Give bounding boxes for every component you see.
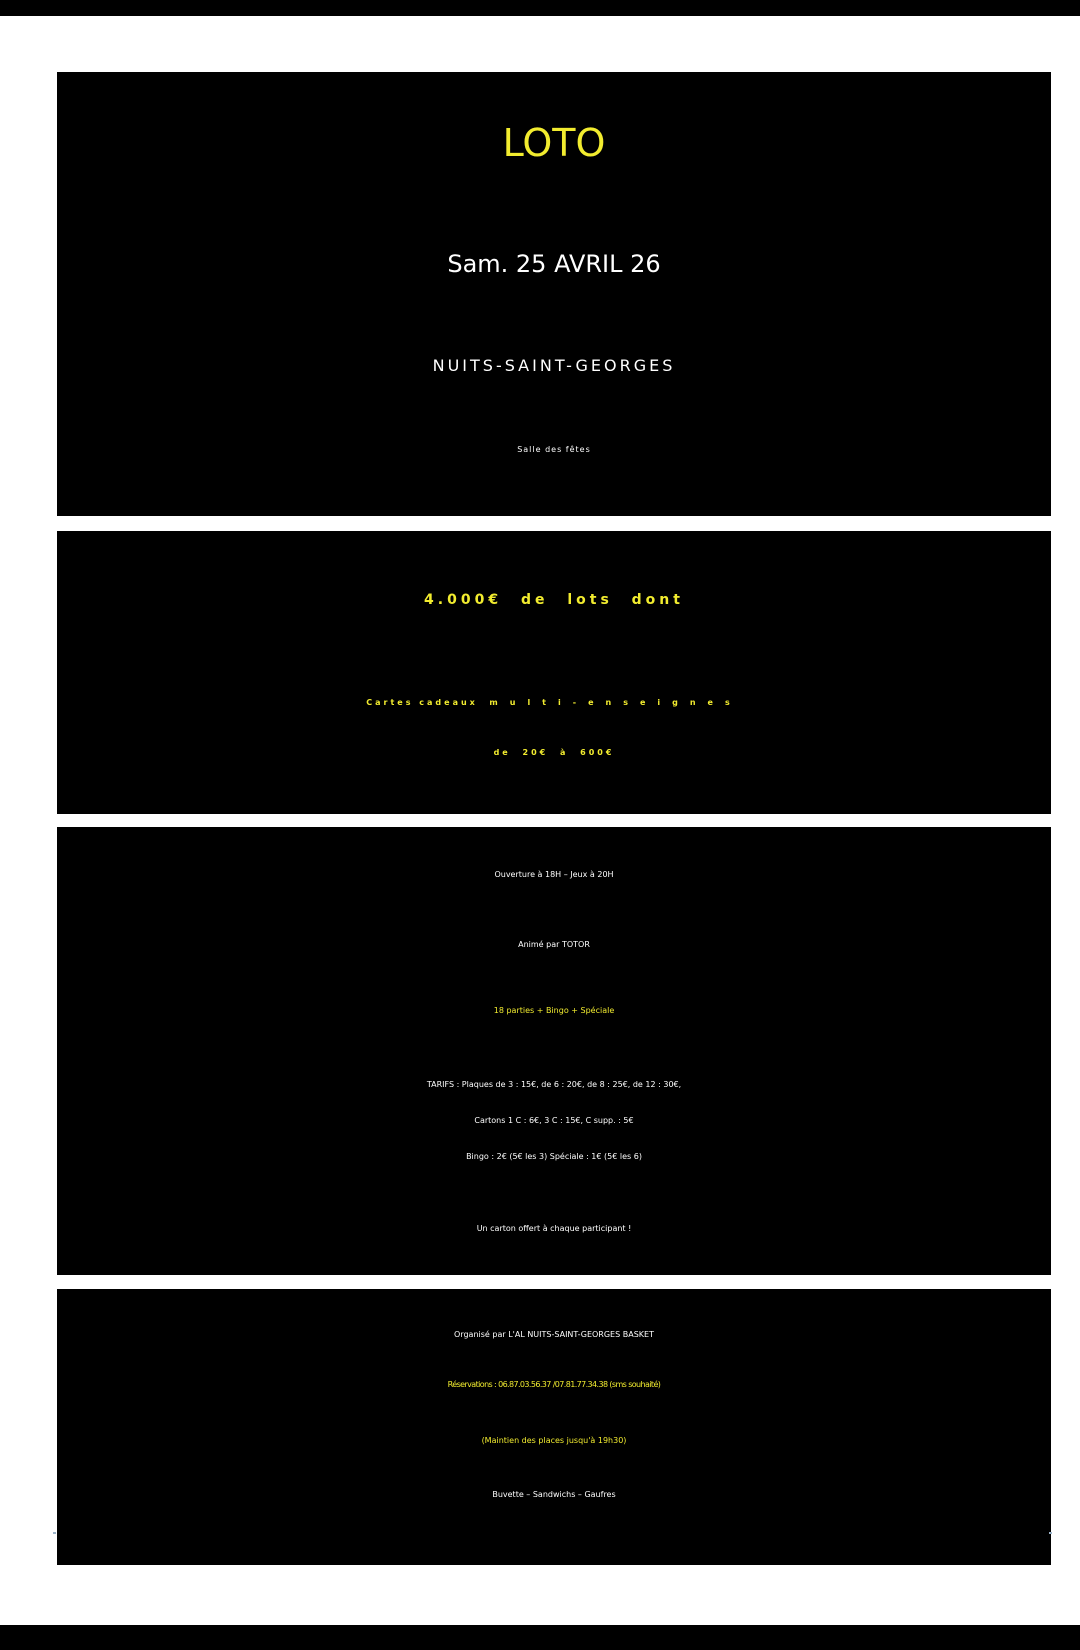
- event-title: LOTO: [502, 121, 606, 165]
- gift-cards-line: [57, 699, 1051, 707]
- bottom-bar: [0, 1625, 1080, 1650]
- top-bar: [0, 0, 1080, 16]
- edge-mark-left: [53, 1532, 56, 1534]
- tarifs-line-2: Cartons 1 C : 6€, 3 C : 15€, C supp. : 5€: [474, 1116, 634, 1125]
- free-card-offer: Un carton offert à chaque participant !: [476, 1224, 632, 1233]
- prizes-panel: [57, 531, 1051, 814]
- reservations-line: Réservations : 06.87.03.56.37 /07.81.77.34.38 (sms souhaité): [447, 1380, 661, 1389]
- details-panel: [57, 827, 1051, 1275]
- tarifs-line-3: Bingo : 2€ (5€ les 3) Spéciale : 1€ (5€ les 6): [466, 1152, 642, 1161]
- games-line: 18 parties + Bingo + Spéciale: [493, 1006, 615, 1015]
- refreshments-line: Buvette – Sandwichs – Gaufres: [492, 1490, 616, 1499]
- gift-cards-type: multi-enseignes: [489, 698, 742, 707]
- organizer-line: Organisé par L'AL NUITS-SAINT-GEORGES BASKET: [454, 1330, 654, 1339]
- title-panel: [57, 72, 1051, 516]
- tarifs-line-1: TARIFS : Plaques de 3 : 15€, de 6 : 20€, de 8 : 25€, de 12 : 30€,: [426, 1080, 682, 1089]
- footer-panel: [57, 1289, 1051, 1565]
- seat-hold-line: (Maintien des places jusqu'à 19h30): [481, 1436, 627, 1445]
- gift-cards-label: Cartes cadeaux: [366, 698, 478, 707]
- edge-mark-right: [1049, 1532, 1052, 1534]
- opening-hours: Ouverture à 18H – Jeux à 20H: [494, 870, 614, 879]
- event-city: NUITS-SAINT-GEORGES: [432, 356, 676, 375]
- prizes-headline: 4.000€ de lots dont: [424, 592, 684, 608]
- event-venue: Salle des fêtes: [517, 445, 591, 454]
- host-line: Animé par TOTOR: [518, 940, 590, 949]
- gift-cards-range: de 20€ à 600€: [493, 748, 615, 757]
- event-date: Sam. 25 AVRIL 26: [447, 250, 661, 278]
